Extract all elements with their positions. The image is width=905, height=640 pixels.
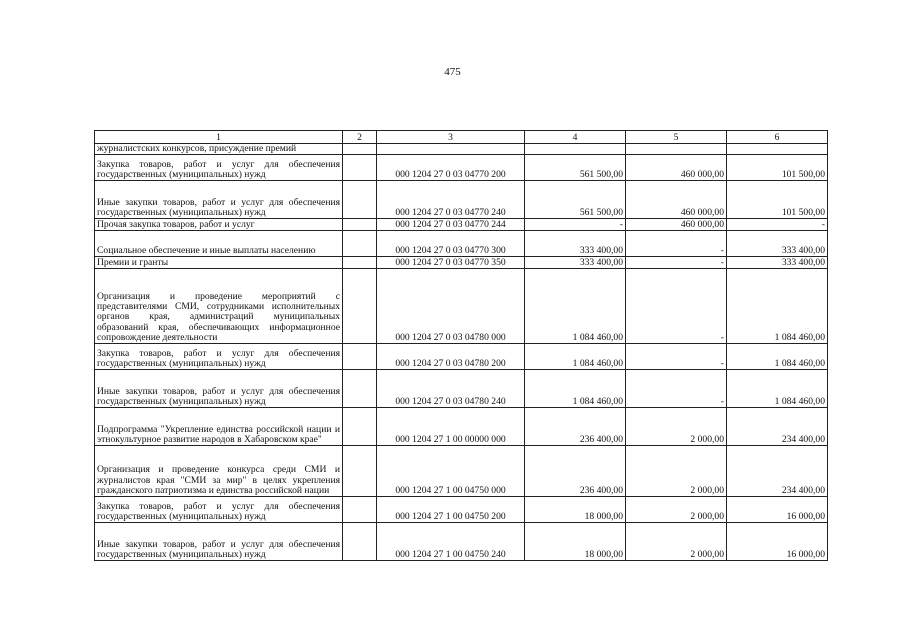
- row-code-cell: 000 1204 27 0 03 04770 240: [377, 181, 525, 219]
- table-row: [95, 497, 828, 523]
- table-row: [95, 523, 828, 561]
- row-col2-cell: [343, 497, 377, 523]
- row-value5-cell: 2 000,00: [626, 523, 727, 561]
- row-value6-cell: 16 000,00: [727, 523, 828, 561]
- row-value6-cell: 16 000,00: [727, 497, 828, 523]
- table-row: [95, 370, 828, 408]
- row-code-cell: 000 1204 27 1 00 04750 240: [377, 523, 525, 561]
- row-name-cell: Иные закупки товаров, работ и услуг для обеспечения государственных (муниципальных) нужд: [95, 523, 343, 561]
- row-value5-cell: 2 000,00: [626, 408, 727, 446]
- row-value4-cell: [525, 144, 626, 155]
- row-name-cell: Организация и проведение конкурса среди СМИ и журналистов края "СМИ за мир" в целях укрепления гражданского патриотизма и единства российской нации: [95, 446, 343, 497]
- table-row: [95, 408, 828, 446]
- row-value4-cell: 333 400,00: [525, 257, 626, 269]
- row-code-cell: [377, 144, 525, 155]
- row-value4-cell: 1 084 460,00: [525, 269, 626, 344]
- row-value5-cell: [626, 144, 727, 155]
- row-code-cell: 000 1204 27 0 03 04770 200: [377, 155, 525, 181]
- row-value4-cell: -: [525, 219, 626, 231]
- row-name-cell: Прочая закупка товаров, работ и услуг: [95, 219, 343, 231]
- row-value4-cell: 333 400,00: [525, 231, 626, 257]
- table-row: [95, 181, 828, 219]
- column-header-4: 4: [525, 131, 626, 144]
- row-value6-cell: 1 084 460,00: [727, 269, 828, 344]
- row-value4-cell: 236 400,00: [525, 408, 626, 446]
- row-value4-cell: 236 400,00: [525, 446, 626, 497]
- row-value4-cell: 1 084 460,00: [525, 344, 626, 370]
- row-name-cell: Закупка товаров, работ и услуг для обеспечения государственных (муниципальных) нужд: [95, 155, 343, 181]
- row-name-cell: Иные закупки товаров, работ и услуг для обеспечения государственных (муниципальных) нужд: [95, 181, 343, 219]
- row-value5-cell: 460 000,00: [626, 155, 727, 181]
- column-header-1: 1: [95, 131, 343, 144]
- row-code-cell: 000 1204 27 0 03 04770 244: [377, 219, 525, 231]
- budget-table: [94, 130, 828, 561]
- row-value5-cell: -: [626, 257, 727, 269]
- table-row: [95, 446, 828, 497]
- row-name-cell: Закупка товаров, работ и услуг для обеспечения государственных (муниципальных) нужд: [95, 344, 343, 370]
- row-code-cell: 000 1204 27 1 00 04750 000: [377, 446, 525, 497]
- row-col2-cell: [343, 344, 377, 370]
- row-code-cell: 000 1204 27 1 00 00000 000: [377, 408, 525, 446]
- row-value5-cell: -: [626, 344, 727, 370]
- row-col2-cell: [343, 269, 377, 344]
- row-col2-cell: [343, 219, 377, 231]
- row-col2-cell: [343, 257, 377, 269]
- row-code-cell: 000 1204 27 0 03 04780 240: [377, 370, 525, 408]
- page-number: 475: [444, 66, 461, 78]
- header-row: [95, 131, 828, 144]
- row-value6-cell: 1 084 460,00: [727, 370, 828, 408]
- row-code-cell: 000 1204 27 0 03 04770 300: [377, 231, 525, 257]
- row-value6-cell: 101 500,00: [727, 181, 828, 219]
- row-value5-cell: 2 000,00: [626, 446, 727, 497]
- row-col2-cell: [343, 155, 377, 181]
- table-row: [95, 155, 828, 181]
- row-value6-cell: 234 400,00: [727, 408, 828, 446]
- row-value5-cell: 460 000,00: [626, 219, 727, 231]
- row-value6-cell: 234 400,00: [727, 446, 828, 497]
- row-name-cell: Социальное обеспечение и иные выплаты населению: [95, 231, 343, 257]
- row-code-cell: 000 1204 27 0 03 04780 000: [377, 269, 525, 344]
- row-value4-cell: 1 084 460,00: [525, 370, 626, 408]
- row-code-cell: 000 1204 27 1 00 04750 200: [377, 497, 525, 523]
- row-value4-cell: 561 500,00: [525, 181, 626, 219]
- row-value6-cell: [727, 144, 828, 155]
- column-header-5: 5: [626, 131, 727, 144]
- row-value5-cell: -: [626, 231, 727, 257]
- row-name-cell: журналистских конкурсов, присуждение премий: [95, 144, 343, 155]
- row-value6-cell: 1 084 460,00: [727, 344, 828, 370]
- table-row: [95, 144, 828, 155]
- row-col2-cell: [343, 446, 377, 497]
- row-code-cell: 000 1204 27 0 03 04780 200: [377, 344, 525, 370]
- row-value4-cell: 561 500,00: [525, 155, 626, 181]
- row-value5-cell: -: [626, 269, 727, 344]
- table-row: [95, 257, 828, 269]
- row-value5-cell: -: [626, 370, 727, 408]
- row-value4-cell: 18 000,00: [525, 523, 626, 561]
- row-col2-cell: [343, 231, 377, 257]
- table-row: [95, 344, 828, 370]
- row-name-cell: Подпрограмма "Укрепление единства российской нации и этнокультурное развитие народов в Хабаровском крае": [95, 408, 343, 446]
- row-col2-cell: [343, 523, 377, 561]
- row-name-cell: Организация и проведение мероприятий с представителями СМИ, сотрудниками исполнительных органов края, администраций муниципальных образований края, обеспечивающих информационное сопровождение деятельности: [95, 269, 343, 344]
- table-row: [95, 231, 828, 257]
- row-value6-cell: -: [727, 219, 828, 231]
- table-row: [95, 219, 828, 231]
- row-col2-cell: [343, 144, 377, 155]
- row-col2-cell: [343, 370, 377, 408]
- column-header-3: 3: [377, 131, 525, 144]
- row-value5-cell: 460 000,00: [626, 181, 727, 219]
- row-col2-cell: [343, 408, 377, 446]
- row-name-cell: Премии и гранты: [95, 257, 343, 269]
- table-row: [95, 269, 828, 344]
- row-value4-cell: 18 000,00: [525, 497, 626, 523]
- row-value6-cell: 333 400,00: [727, 257, 828, 269]
- row-value5-cell: 2 000,00: [626, 497, 727, 523]
- row-code-cell: 000 1204 27 0 03 04770 350: [377, 257, 525, 269]
- row-value6-cell: 333 400,00: [727, 231, 828, 257]
- row-name-cell: Закупка товаров, работ и услуг для обеспечения государственных (муниципальных) нужд: [95, 497, 343, 523]
- row-name-cell: Иные закупки товаров, работ и услуг для обеспечения государственных (муниципальных) нужд: [95, 370, 343, 408]
- column-header-6: 6: [727, 131, 828, 144]
- row-value6-cell: 101 500,00: [727, 155, 828, 181]
- column-header-2: 2: [343, 131, 377, 144]
- row-col2-cell: [343, 181, 377, 219]
